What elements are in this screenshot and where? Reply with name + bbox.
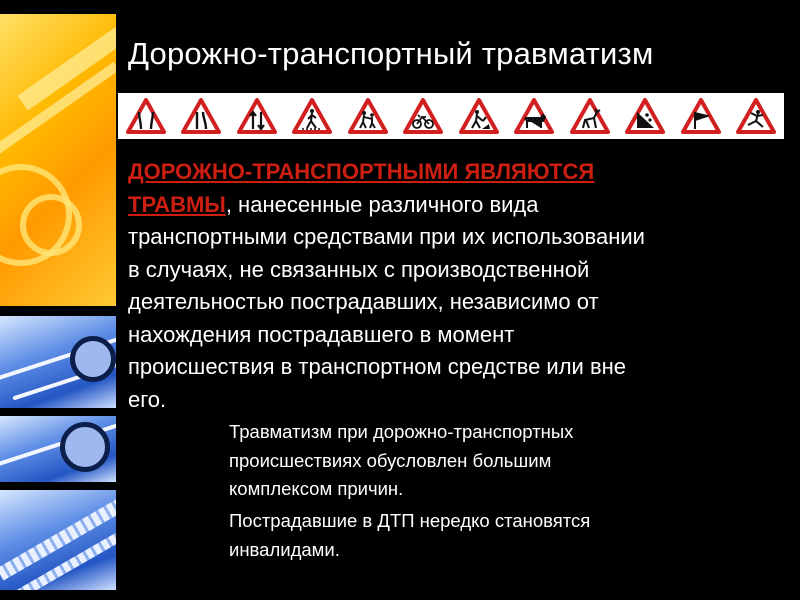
stethoscope-photo [0,14,116,306]
definition-paragraph [128,156,768,416]
road-signs-band [118,93,784,139]
definition-line: транспортными средствами при их использовании [128,224,645,249]
road-narrows-left-sign-icon [181,98,221,134]
note-line: Пострадавшие в ДТП нередко становятся [229,510,591,531]
dangerous-shoulder-sign-icon [736,98,776,134]
cyclists-sign-icon [403,98,443,134]
definition-line: его. [128,386,167,412]
syringe-photo [0,490,116,590]
definition-line [128,156,768,189]
definition-line: деятельностью пострадавших, независимо от [128,289,599,314]
definition-line: происшествия в транспортном средстве или вне [128,354,627,379]
instruments-photo [0,416,116,482]
causes-note [229,418,729,504]
road-narrows-sign-icon [126,98,166,134]
highlighted-term: ТРАВМЫ [128,191,226,217]
note-line: Травматизм при дорожно-транспортных [229,421,574,442]
two-way-traffic-sign-icon [237,98,277,134]
slide-title: Дорожно-транспортный травматизм [128,36,654,71]
definition-line: нахождения пострадавшего в момент [128,321,515,347]
children-sign-icon [348,98,388,134]
falling-rocks-sign-icon [625,98,665,134]
note-line: происшествиях обусловлен большим [229,449,552,471]
definition-text: , нанесенные различного вида [225,191,539,217]
definition-line [128,189,768,222]
definition-line: в случаях, не связанных с производственной [128,256,590,282]
cattle-sign-icon [514,98,554,134]
highlighted-term: ДОРОЖНО-ТРАНСПОРТНЫМИ ЯВЛЯЮТСЯ [128,159,595,184]
road-works-sign-icon [459,98,499,134]
note-line: комплексом причин. [229,478,404,499]
wild-animals-sign-icon [570,98,610,134]
note-line: инвалидами. [229,538,340,560]
pedestrian-crossing-sign-icon [292,98,332,134]
disability-note [229,507,729,564]
side-wind-sign-icon [681,98,721,134]
scalpel-photo [0,316,116,408]
medical-photo-strip [0,0,116,600]
